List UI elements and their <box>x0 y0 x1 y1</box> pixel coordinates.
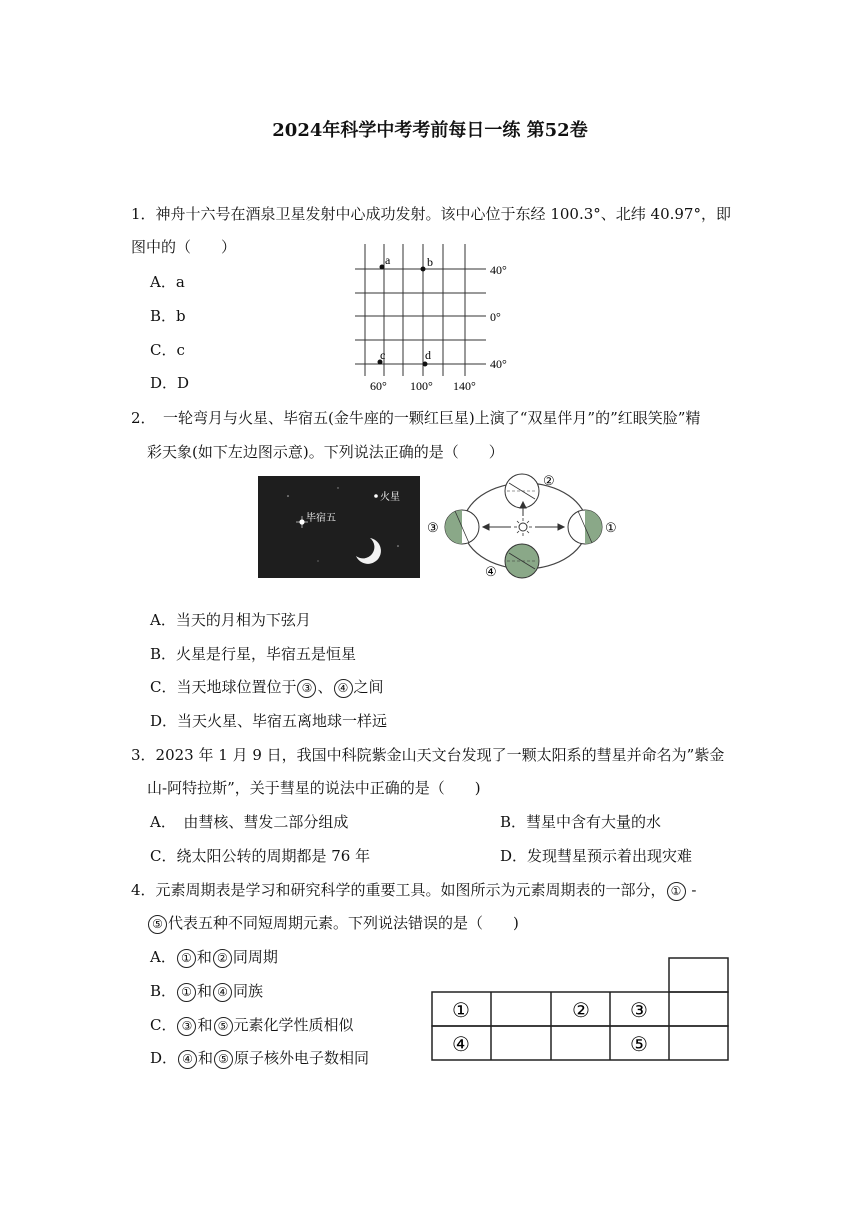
marker-1: ① <box>667 882 686 901</box>
q2-option-b[interactable]: B．火星是行星，毕宿五是恒星 <box>150 645 357 663</box>
point-d-dot <box>423 362 428 367</box>
marker-5: ⑤ <box>148 915 167 934</box>
option-prefix: C． <box>150 1016 177 1034</box>
q1-option-c[interactable]: C．c <box>150 341 185 359</box>
option-prefix: A． <box>150 948 176 966</box>
q1-option-a[interactable]: A．a <box>150 273 185 291</box>
mars-star-icon <box>374 494 378 498</box>
lat-label-40s: 40° <box>490 357 507 371</box>
marker-2: ② <box>213 949 232 968</box>
mars-label: 火星 <box>380 492 400 503</box>
q2-option-c-text: C．当天地球位置位于 <box>150 678 297 696</box>
q1-stem-line1: 1．神舟十六号在酒泉卫星发射中心成功发射。该中心位于东经 100.3°、北纬 40.97°，即 <box>131 205 731 223</box>
option-tail: 原子核外电子数相同 <box>234 1049 370 1067</box>
q2-option-c[interactable] <box>150 676 384 698</box>
orbit-label-4: ④ <box>485 564 497 579</box>
periodic-table-fragment <box>431 957 731 1063</box>
marker-3: ③ <box>177 1017 196 1036</box>
sun-icon <box>514 518 532 536</box>
q2-option-d[interactable]: D．当天火星、毕宿五离地球一样远 <box>150 712 388 730</box>
earth-position-3 <box>445 510 479 544</box>
point-c-label: c <box>380 348 386 362</box>
option-conj: 和 <box>197 982 213 1000</box>
q4-stem-line1 <box>131 879 696 901</box>
q3-stem-line2: 山-阿特拉斯”，关于彗星的说法中正确的是（ ) <box>147 779 481 797</box>
q2-option-c-tail: 之间 <box>353 678 384 696</box>
q4-option-a[interactable] <box>150 946 278 968</box>
q4-option-c[interactable] <box>150 1014 354 1036</box>
q4-stem-line2 <box>147 912 519 934</box>
q4-option-d[interactable] <box>150 1047 369 1069</box>
lat-lon-grid-figure <box>350 240 520 395</box>
night-sky-photo <box>258 476 420 578</box>
option-prefix: D． <box>150 1049 178 1067</box>
aldebaran-label: 毕宿五 <box>306 513 336 524</box>
q3-option-c[interactable]: C．绕太阳公转的周期都是 76 年 <box>150 847 371 865</box>
q1-option-d[interactable]: D．D <box>150 374 190 392</box>
marker-5: ⑤ <box>214 1050 233 1069</box>
q1-option-b[interactable]: B．b <box>150 307 186 325</box>
q4-option-b[interactable] <box>150 980 263 1002</box>
marker-4: ④ <box>213 983 232 1002</box>
lat-label-40n: 40° <box>490 263 507 277</box>
cell-2: ② <box>572 1000 590 1022</box>
marker-4: ④ <box>178 1050 197 1069</box>
cell-4: ④ <box>452 1034 470 1056</box>
cell-3: ③ <box>630 1000 648 1022</box>
marker-1: ① <box>177 983 196 1002</box>
orbit-label-2: ② <box>543 473 555 488</box>
lon-label-60: 60° <box>370 379 387 393</box>
cell-1: ① <box>452 1000 470 1022</box>
q3-stem-line1: 3．2023 年 1 月 9 日，我国中科院紫金山天文台发现了一颗太阳系的彗星并命名为”紫金 <box>131 746 725 764</box>
q4-stem-dash: - <box>686 881 697 899</box>
point-d-label: d <box>425 348 431 362</box>
option-tail: 同族 <box>233 982 264 1000</box>
marker-1: ① <box>177 949 196 968</box>
marker-5: ⑤ <box>214 1017 233 1036</box>
point-a-label: a <box>385 253 391 267</box>
q1-stem-line2: 图中的（ ） <box>131 238 237 256</box>
separator: 、 <box>317 678 333 696</box>
marker-4: ④ <box>334 679 353 698</box>
earth-position-1 <box>568 510 602 544</box>
page-title: 2024年科学中考考前每日一练 第52卷 <box>272 120 588 141</box>
earth-position-4 <box>505 544 539 578</box>
q4-stem-text2: 代表五种不同短周期元素。下列说法错误的是（ ) <box>168 914 519 932</box>
option-conj: 和 <box>197 1016 213 1034</box>
option-conj: 和 <box>196 948 212 966</box>
option-tail: 元素化学性质相似 <box>233 1016 354 1034</box>
q3-option-b[interactable]: B．彗星中含有大量的水 <box>500 813 662 831</box>
option-tail: 同周期 <box>232 948 278 966</box>
option-conj: 和 <box>198 1049 214 1067</box>
point-a-dot <box>380 265 385 270</box>
point-b-dot <box>421 267 426 272</box>
q3-option-d[interactable]: D．发现彗星预示着出现灾难 <box>500 847 693 865</box>
q4-stem-text: 4．元素周期表是学习和研究科学的重要工具。如图所示为元素周期表的一部分， <box>131 881 666 899</box>
q2-stem-line2: 彩天象(如下左边图示意)。下列说法正确的是（ ） <box>147 443 504 461</box>
q2-stem-line1: 2． 一轮弯月与火星、毕宿五(金牛座的一颗红巨星)上演了“双星伴月”的”红眼笑脸”精 <box>131 409 701 427</box>
lat-label-0: 0° <box>490 310 501 324</box>
earth-orbit-diagram <box>425 466 630 584</box>
q3-option-a[interactable]: A． 由彗核、彗发二部分组成 <box>150 813 349 831</box>
q2-option-a[interactable]: A．当天的月相为下弦月 <box>150 611 311 629</box>
lon-label-100: 100° <box>410 379 433 393</box>
point-b-label: b <box>427 255 433 269</box>
option-prefix: B． <box>150 982 177 1000</box>
orbit-label-3: ③ <box>427 520 439 535</box>
lon-label-140: 140° <box>453 379 476 393</box>
cell-5: ⑤ <box>630 1034 648 1056</box>
marker-3: ③ <box>297 679 316 698</box>
orbit-label-1: ① <box>605 520 617 535</box>
